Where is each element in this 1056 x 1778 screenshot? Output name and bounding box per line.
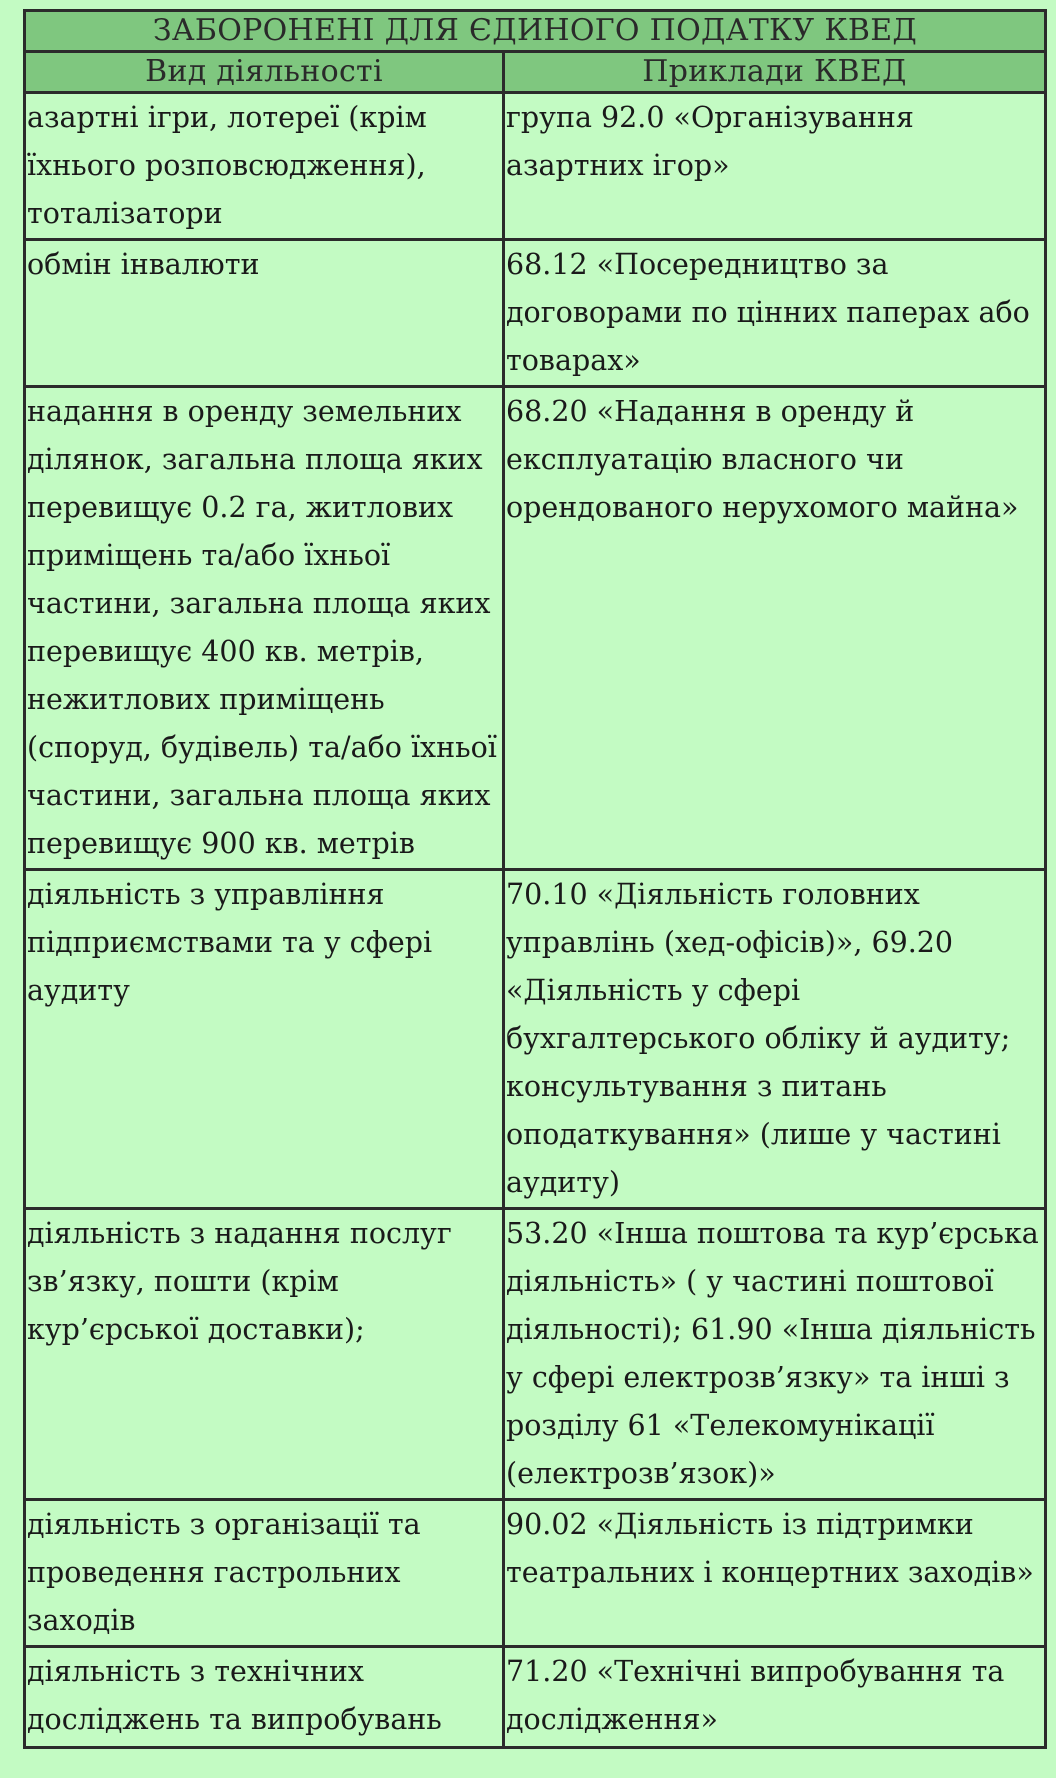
table-row — [25, 1209, 1046, 1500]
kved-example-cell: 53.20 «Інша поштова та кур’єрська діяльність» ( у частині поштової діяльності); 61.90 «Інша діяльність у сфері електрозв’язку» та інші з розділу 61 «Телекомунікації (електрозв’язок)» — [504, 1209, 1046, 1500]
activity-cell: обмін інвалюти — [25, 240, 504, 387]
kved-example-cell: 68.12 «Посередництво за договорами по цінних паперах або товарах» — [504, 240, 1046, 387]
kved-example-cell: 71.20 «Технічні випробування та дослідження» — [504, 1647, 1046, 1748]
table-row — [25, 387, 1046, 870]
kved-example-cell: 70.10 «Діяльність головних управлінь (хед-офісів)», 69.20 «Діяльність у сфері бухгалтерського обліку й аудиту; консультування з питань оподаткування» (лише у частині аудиту) — [504, 870, 1046, 1209]
kved-prohibited-table — [23, 9, 1047, 1749]
table-row — [25, 93, 1046, 240]
table-row — [25, 240, 1046, 387]
kved-example-cell: 90.02 «Діяльність із підтримки театральних і концертних заходів» — [504, 1500, 1046, 1647]
activity-cell: діяльність з організації та проведення гастрольних заходів — [25, 1500, 504, 1647]
activity-cell: діяльність з надання послуг зв’язку, пошти (крім кур’єрської доставки); — [25, 1209, 504, 1500]
table-header-row — [25, 52, 1046, 93]
activity-cell: надання в оренду земельних ділянок, загальна площа яких перевищує 0.2 га, житлових приміщень та/або їхньої частини, загальна площа яких перевищує 400 кв. метрів, нежитлових приміщень (споруд, будівель) та/або їхньої частини, загальна площа яких перевищує 900 кв. метрів — [25, 387, 504, 870]
kved-example-cell: 68.20 «Надання в оренду й експлуатацію власного чи орендованого нерухомого майна» — [504, 387, 1046, 870]
activity-cell: діяльність з технічних досліджень та випробувань — [25, 1647, 504, 1748]
activity-cell: азартні ігри, лотереї (крім їхнього розповсюдження), тоталізатори — [25, 93, 504, 240]
column-header-kved-examples: Приклади КВЕД — [504, 52, 1046, 93]
table-title: ЗАБОРОНЕНІ ДЛЯ ЄДИНОГО ПОДАТКУ КВЕД — [25, 11, 1046, 52]
column-header-activity: Вид діяльності — [25, 52, 504, 93]
table-row — [25, 1500, 1046, 1647]
table-row — [25, 870, 1046, 1209]
table-row — [25, 1647, 1046, 1748]
kved-example-cell: група 92.0 «Організування азартних ігор» — [504, 93, 1046, 240]
activity-cell: діяльність з управління підприємствами та у сфері аудиту — [25, 870, 504, 1209]
table-title-row — [25, 11, 1046, 52]
